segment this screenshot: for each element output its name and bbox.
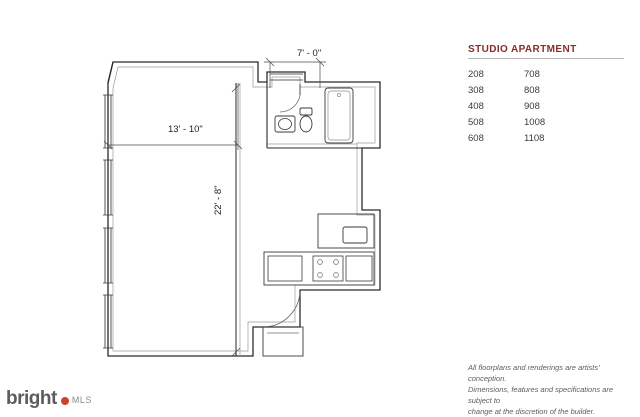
unit-number-table	[468, 66, 584, 146]
unit-number: 1108	[524, 132, 545, 144]
dimension-main-width: 13' - 10"	[168, 124, 203, 135]
table-row	[468, 114, 584, 130]
unit-number: 708	[524, 68, 540, 80]
watermark-sub: MLS	[71, 395, 92, 405]
dimension-top-width: 7' - 0"	[297, 48, 322, 59]
panel-divider	[468, 58, 624, 59]
table-row	[468, 66, 584, 82]
unit-number: 508	[468, 116, 484, 128]
bright-mls-watermark	[6, 389, 92, 408]
disclaimer-line-1: All floorplans and renderings are artists' conception.	[468, 363, 600, 383]
disclaimer-text	[468, 362, 634, 417]
unit-number: 408	[468, 100, 484, 112]
table-row	[468, 82, 584, 98]
watermark-brand: bright	[6, 388, 57, 409]
dimension-main-height: 22' - 8"	[213, 185, 224, 215]
watermark-dot-icon	[61, 397, 69, 405]
unit-number: 308	[468, 84, 484, 96]
unit-number: 208	[468, 68, 484, 80]
disclaimer-line-3: change at the discretion of the builder.	[468, 407, 595, 416]
unit-number: 908	[524, 100, 540, 112]
unit-number: 1008	[524, 116, 546, 128]
table-row	[468, 98, 584, 114]
unit-number: 608	[468, 132, 484, 144]
unit-info-panel	[468, 44, 628, 146]
unit-number: 808	[524, 84, 540, 96]
table-row	[468, 130, 584, 146]
panel-title: STUDIO APARTMENT	[468, 44, 577, 55]
disclaimer-line-2: Dimensions, features and specifications are subject to	[468, 385, 614, 405]
